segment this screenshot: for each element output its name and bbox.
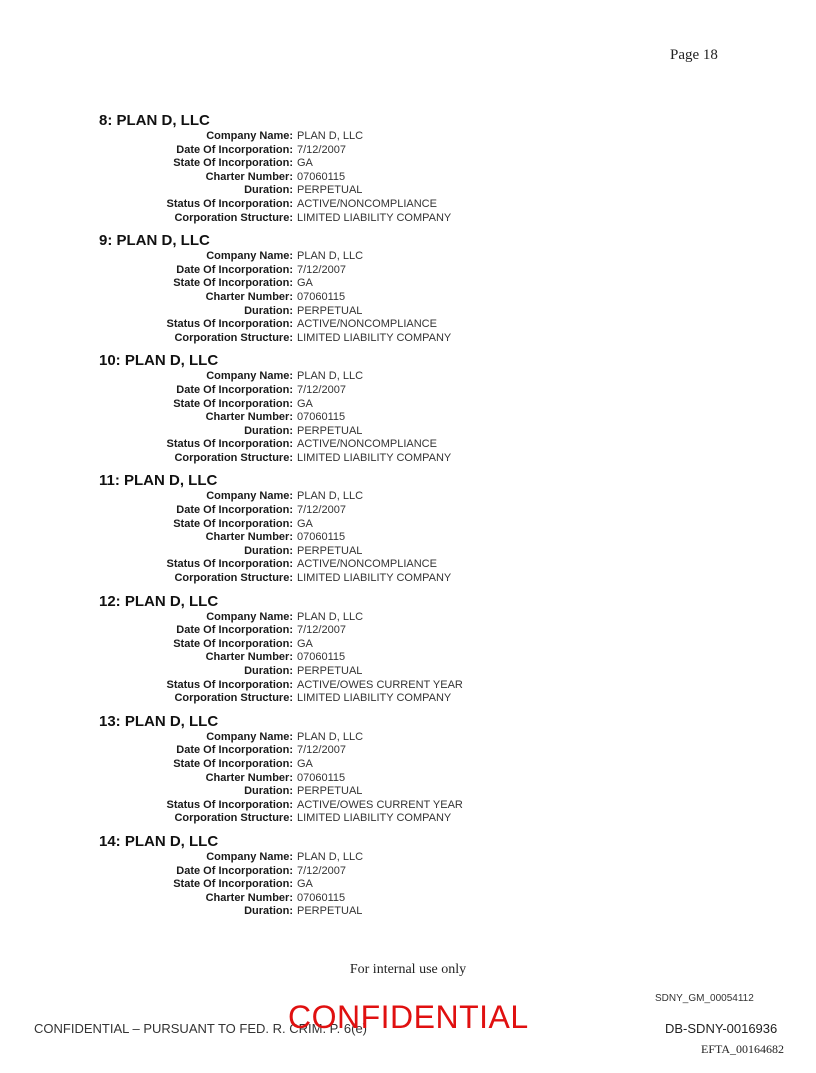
field-label: Company Name: xyxy=(206,850,293,863)
field-value: GA xyxy=(297,637,313,650)
record xyxy=(0,112,816,225)
record-title: 14: PLAN D, LLC xyxy=(99,832,219,850)
field-label: Company Name: xyxy=(206,610,293,623)
field-value: 07060115 xyxy=(297,771,346,784)
field-value: PERPETUAL xyxy=(297,665,363,677)
field-value: 07060115 xyxy=(297,170,346,183)
field-label: Company Name: xyxy=(206,130,293,142)
record-title: 8: PLAN D, LLC xyxy=(99,112,210,129)
field-value: PERPETUAL xyxy=(297,184,363,197)
field-label: Charter Number: xyxy=(205,411,293,424)
record xyxy=(0,713,816,826)
field-value: LIMITED LIABILITY COMPANY xyxy=(297,451,452,464)
field-row xyxy=(0,679,816,693)
field-row xyxy=(0,744,816,758)
field-value: GA xyxy=(297,878,313,891)
field-value: ACTIVE/NONCOMPLIANCE xyxy=(297,318,437,331)
field-row xyxy=(0,398,816,412)
records-list xyxy=(0,112,816,926)
field-label: Status Of Incorporation: xyxy=(166,318,293,331)
confidential-stamp: CONFIDENTIAL xyxy=(288,999,529,1035)
field-value: 7/12/2007 xyxy=(297,143,346,156)
field-label: State Of Incorporation: xyxy=(173,637,293,650)
field-value: PLAN D, LLC xyxy=(297,850,364,863)
field-label: Status Of Incorporation: xyxy=(166,438,293,451)
field-row xyxy=(0,198,816,212)
field-value: 7/12/2007 xyxy=(297,263,346,276)
field-value: ACTIVE/NONCOMPLIANCE xyxy=(297,438,437,451)
field-row xyxy=(0,851,816,865)
field-value: 7/12/2007 xyxy=(297,864,346,877)
field-label: Company Name: xyxy=(206,250,293,263)
record-title: 13: PLAN D, LLC xyxy=(99,712,219,730)
confidential-notice: CONFIDENTIAL – PURSUANT TO FED. R. CRIM. P. 6(e) xyxy=(34,1021,368,1036)
field-row xyxy=(0,638,816,652)
db-sdny-bates: DB-SDNY-0016936 xyxy=(665,1021,778,1036)
field-label: State Of Incorporation: xyxy=(173,397,293,410)
field-row xyxy=(0,892,816,906)
field-row xyxy=(0,264,816,278)
field-value: PLAN D, LLC xyxy=(297,490,364,503)
field-value: ACTIVE/NONCOMPLIANCE xyxy=(297,558,437,571)
field-value: 07060115 xyxy=(297,290,346,303)
field-value: ACTIVE/NONCOMPLIANCE xyxy=(297,197,437,210)
field-value: ACTIVE/OWES CURRENT YEAR xyxy=(297,798,463,811)
field-value: 7/12/2007 xyxy=(297,504,346,517)
field-label: Charter Number: xyxy=(205,891,293,904)
page-number: Page 18 xyxy=(670,47,718,63)
field-label: Charter Number: xyxy=(205,771,293,784)
field-label: Date Of Incorporation: xyxy=(176,143,293,156)
record-title: 10: PLAN D, LLC xyxy=(99,352,219,370)
field-row xyxy=(0,692,816,706)
field-label: State Of Incorporation: xyxy=(173,157,293,170)
field-value: LIMITED LIABILITY COMPANY xyxy=(297,331,452,344)
field-row xyxy=(0,452,816,466)
field-value: PERPETUAL xyxy=(297,785,363,798)
field-row xyxy=(0,171,816,185)
field-label: Company Name: xyxy=(206,490,293,503)
field-label: Status Of Incorporation: xyxy=(166,798,293,811)
field-value: PLAN D, LLC xyxy=(297,130,364,142)
field-row xyxy=(0,144,816,158)
field-row xyxy=(0,905,816,919)
field-row xyxy=(0,772,816,786)
field-row xyxy=(0,425,816,439)
field-row xyxy=(0,157,816,171)
field-row xyxy=(0,318,816,332)
field-value: PERPETUAL xyxy=(297,304,363,317)
field-row xyxy=(0,291,816,305)
field-value: PLAN D, LLC xyxy=(297,250,364,263)
field-row xyxy=(0,305,816,319)
sdny-gm-bates: SDNY_GM_00054112 xyxy=(655,993,754,1004)
field-row xyxy=(0,384,816,398)
field-row xyxy=(0,651,816,665)
field-value: 7/12/2007 xyxy=(297,624,346,637)
field-value: PERPETUAL xyxy=(297,905,363,918)
field-row xyxy=(0,572,816,586)
field-value: 7/12/2007 xyxy=(297,744,346,757)
field-row xyxy=(0,438,816,452)
record-title: 9: PLAN D, LLC xyxy=(99,232,210,250)
field-label: Duration: xyxy=(244,184,293,197)
field-value: PERPETUAL xyxy=(297,424,363,437)
field-value: 07060115 xyxy=(297,531,346,544)
field-label: Date Of Incorporation: xyxy=(176,624,293,637)
field-row xyxy=(0,212,816,226)
field-value: GA xyxy=(297,277,313,290)
field-row xyxy=(0,332,816,346)
field-label: Corporation Structure: xyxy=(174,812,293,825)
field-row xyxy=(0,665,816,679)
field-value: PLAN D, LLC xyxy=(297,370,364,383)
record xyxy=(0,232,816,345)
field-label: Duration: xyxy=(244,905,293,918)
field-value: GA xyxy=(297,157,313,170)
field-value: GA xyxy=(297,397,313,410)
field-row xyxy=(0,545,816,559)
field-label: Date Of Incorporation: xyxy=(176,864,293,877)
record xyxy=(0,593,816,706)
field-label: Status Of Incorporation: xyxy=(166,558,293,571)
field-label: Duration: xyxy=(244,544,293,557)
field-label: Corporation Structure: xyxy=(174,211,293,224)
field-row xyxy=(0,531,816,545)
field-label: Charter Number: xyxy=(205,170,293,183)
field-row xyxy=(0,758,816,772)
record xyxy=(0,833,816,919)
field-label: Duration: xyxy=(244,665,293,677)
field-value: LIMITED LIABILITY COMPANY xyxy=(297,211,452,224)
field-row xyxy=(0,184,816,198)
field-row xyxy=(0,558,816,572)
field-label: Date Of Incorporation: xyxy=(176,744,293,757)
field-label: Corporation Structure: xyxy=(174,572,293,585)
field-label: Corporation Structure: xyxy=(174,692,293,705)
field-label: Status Of Incorporation: xyxy=(166,678,293,691)
field-row xyxy=(0,130,816,144)
field-value: 07060115 xyxy=(297,411,346,424)
field-row xyxy=(0,731,816,745)
field-row xyxy=(0,411,816,425)
field-label: State Of Incorporation: xyxy=(173,757,293,770)
field-label: Corporation Structure: xyxy=(174,331,293,344)
field-value: LIMITED LIABILITY COMPANY xyxy=(297,572,452,585)
field-label: State Of Incorporation: xyxy=(173,878,293,891)
field-label: Duration: xyxy=(244,785,293,798)
field-label: Duration: xyxy=(244,424,293,437)
field-row xyxy=(0,878,816,892)
field-label: Company Name: xyxy=(206,730,293,743)
field-value: GA xyxy=(297,517,313,530)
field-row xyxy=(0,624,816,638)
field-row xyxy=(0,490,816,504)
field-value: GA xyxy=(297,757,313,770)
field-label: Charter Number: xyxy=(205,290,293,303)
field-value: PLAN D, LLC xyxy=(297,610,364,623)
record xyxy=(0,472,816,585)
field-label: Date Of Incorporation: xyxy=(176,263,293,276)
field-row xyxy=(0,865,816,879)
field-label: Status Of Incorporation: xyxy=(166,197,293,210)
field-row xyxy=(0,370,816,384)
efta-bates: EFTA_00164682 xyxy=(701,1042,785,1056)
field-value: 07060115 xyxy=(297,651,346,664)
record-title: 11: PLAN D, LLC xyxy=(99,472,218,490)
record-title: 12: PLAN D, LLC xyxy=(99,592,219,610)
field-row xyxy=(0,518,816,532)
field-label: Date Of Incorporation: xyxy=(176,504,293,517)
field-row xyxy=(0,785,816,799)
field-value: LIMITED LIABILITY COMPANY xyxy=(297,812,452,825)
internal-use-notice: For internal use only xyxy=(349,962,467,977)
field-row xyxy=(0,799,816,813)
field-label: Company Name: xyxy=(206,370,293,383)
record xyxy=(0,352,816,465)
field-label: Corporation Structure: xyxy=(174,451,293,464)
field-label: Charter Number: xyxy=(205,531,293,544)
field-value: PLAN D, LLC xyxy=(297,730,364,743)
field-label: State Of Incorporation: xyxy=(173,517,293,530)
field-value: PERPETUAL xyxy=(297,544,363,557)
field-label: State Of Incorporation: xyxy=(173,277,293,290)
field-value: ACTIVE/OWES CURRENT YEAR xyxy=(297,678,463,691)
field-value: LIMITED LIABILITY COMPANY xyxy=(297,692,452,705)
field-value: 7/12/2007 xyxy=(297,383,346,396)
field-value: 07060115 xyxy=(297,891,346,904)
field-label: Date Of Incorporation: xyxy=(176,383,293,396)
field-label: Duration: xyxy=(244,304,293,317)
field-row xyxy=(0,504,816,518)
field-row xyxy=(0,611,816,625)
field-label: Charter Number: xyxy=(205,651,293,664)
field-row xyxy=(0,277,816,291)
field-row xyxy=(0,250,816,264)
field-row xyxy=(0,812,816,826)
